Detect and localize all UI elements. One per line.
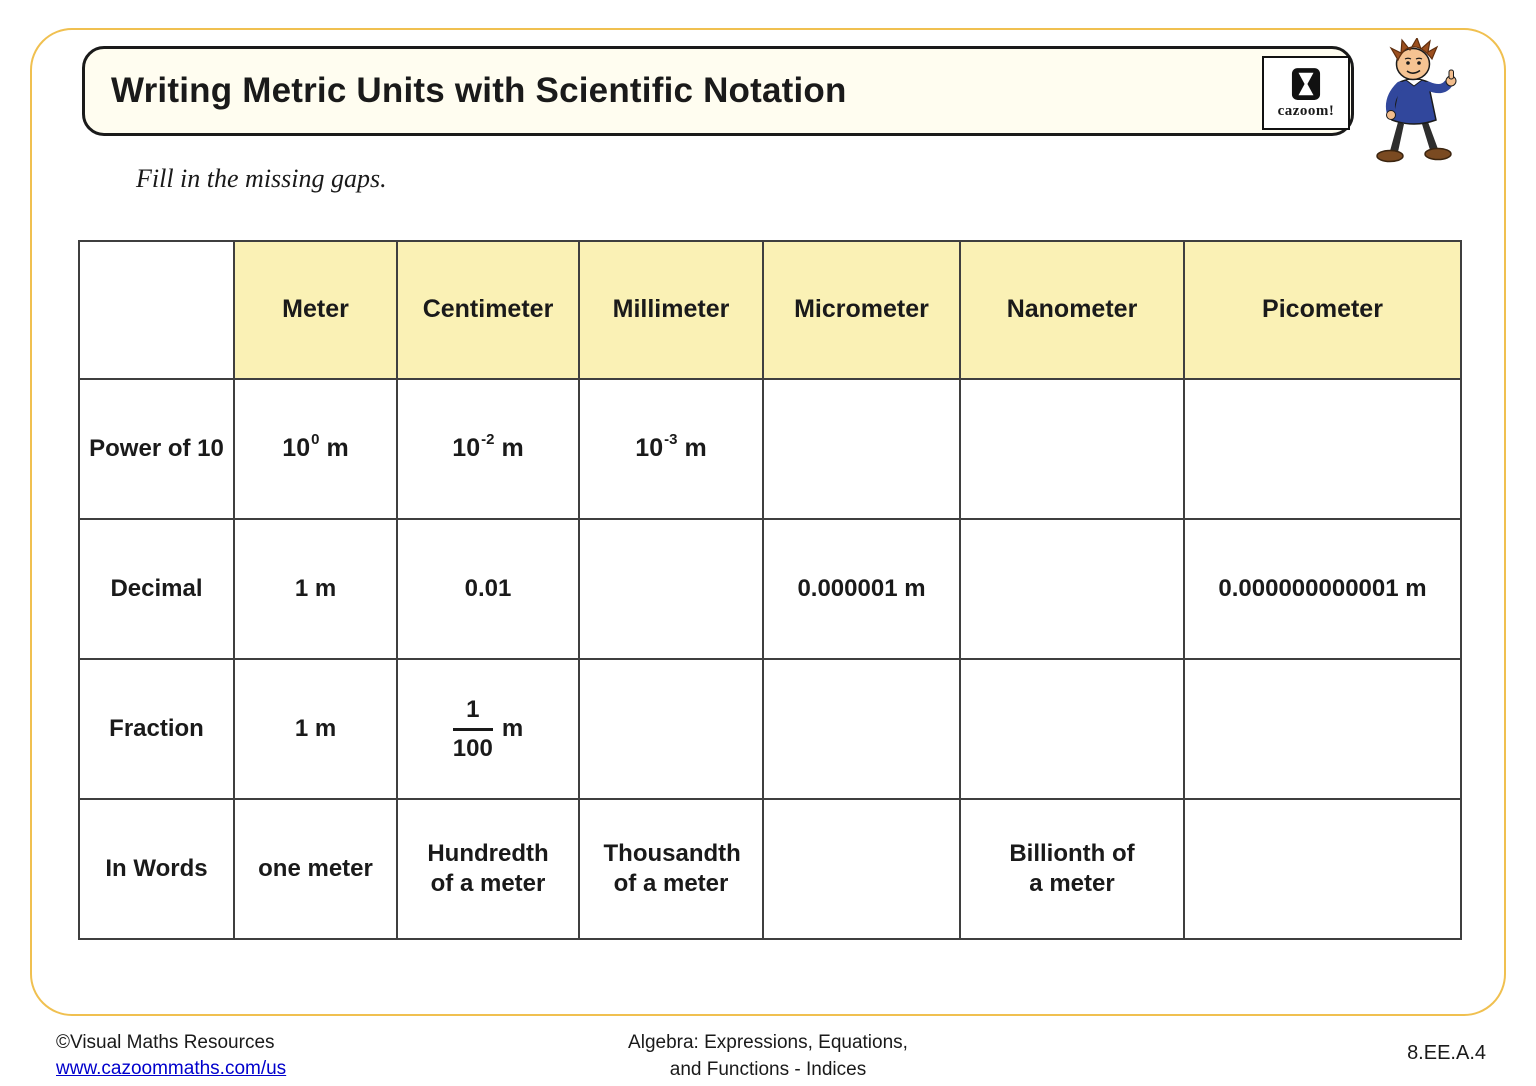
copyright-text: ©Visual Maths Resources [56,1032,275,1053]
column-header-millimeter: Millimeter [579,241,763,379]
row-decimal [79,519,1461,659]
corner-cell [79,241,234,379]
power-notation: $10^0$ m [282,431,349,463]
row-label-decimal: Decimal [79,519,234,659]
blank-cell-fraction-picometer [1184,659,1461,799]
column-header-centimeter: Centimeter [397,241,579,379]
cell-decimal-centimeter: 0.01 [397,519,579,659]
cell-power-centimeter [397,379,579,519]
blank-cell-power-picometer [1184,379,1461,519]
cell-decimal-picometer: 0.000000000001 m [1184,519,1461,659]
column-header-micrometer: Micrometer [763,241,960,379]
power-notation: $10^{-3}$ m [635,431,707,463]
column-header-meter: Meter [234,241,397,379]
column-header-picometer: Picometer [1184,241,1461,379]
cell-fraction-meter: 1 m [234,659,397,799]
cell-words-centimeter: Hundredth of a meter [397,799,579,939]
column-header-nanometer: Nanometer [960,241,1184,379]
cazoom-logo [1262,56,1350,130]
row-label-fraction: Fraction [79,659,234,799]
cartoon-boy-icon [1364,38,1466,172]
row-power-of-10 [79,379,1461,519]
title-banner [82,46,1354,136]
page-title: Writing Metric Units with Scientific Notation [111,71,847,110]
footer-topic [628,1030,908,1083]
cell-words-meter: one meter [234,799,397,939]
blank-cell-power-nanometer [960,379,1184,519]
cell-words-millimeter: Thousandth of a meter [579,799,763,939]
blank-cell-fraction-micrometer [763,659,960,799]
cazoom-website-link[interactable]: www.cazoommaths.com/us [56,1057,287,1079]
topic-line-1: Algebra: Expressions, Equations, [628,1032,908,1053]
cell-power-meter [234,379,397,519]
topic-line-2: and Functions - Indices [669,1058,867,1080]
power-notation: $10^{-2}$ m [452,431,524,463]
cell-fraction-centimeter [397,659,579,799]
cazoom-logo-icon [1291,67,1321,101]
blank-cell-fraction-millimeter [579,659,763,799]
row-label-in-words: In Words [79,799,234,939]
cartoon-character [1364,38,1466,172]
blank-cell-words-picometer [1184,799,1461,939]
metric-units-table [78,240,1462,940]
table-header-row [79,241,1461,379]
blank-cell-power-micrometer [763,379,960,519]
cell-decimal-micrometer: 0.000001 m [763,519,960,659]
cazoom-logo-text: cazoom! [1277,102,1335,119]
blank-cell-fraction-nanometer [960,659,1184,799]
cell-power-millimeter [579,379,763,519]
standard-code: 8.EE.A.4 [1407,1042,1486,1064]
row-in-words [79,799,1461,939]
fraction-notation: $\frac{1}{100}$ m [452,695,524,762]
footer-left [56,1030,286,1081]
row-fraction [79,659,1461,799]
blank-cell-decimal-millimeter [579,519,763,659]
row-label-power-of-10: Power of 10 [79,379,234,519]
cell-words-nanometer: Billionth of a meter [960,799,1184,939]
cell-decimal-meter: 1 m [234,519,397,659]
instruction-text: Fill in the missing gaps. [136,164,387,193]
blank-cell-words-micrometer [763,799,960,939]
blank-cell-decimal-nanometer [960,519,1184,659]
